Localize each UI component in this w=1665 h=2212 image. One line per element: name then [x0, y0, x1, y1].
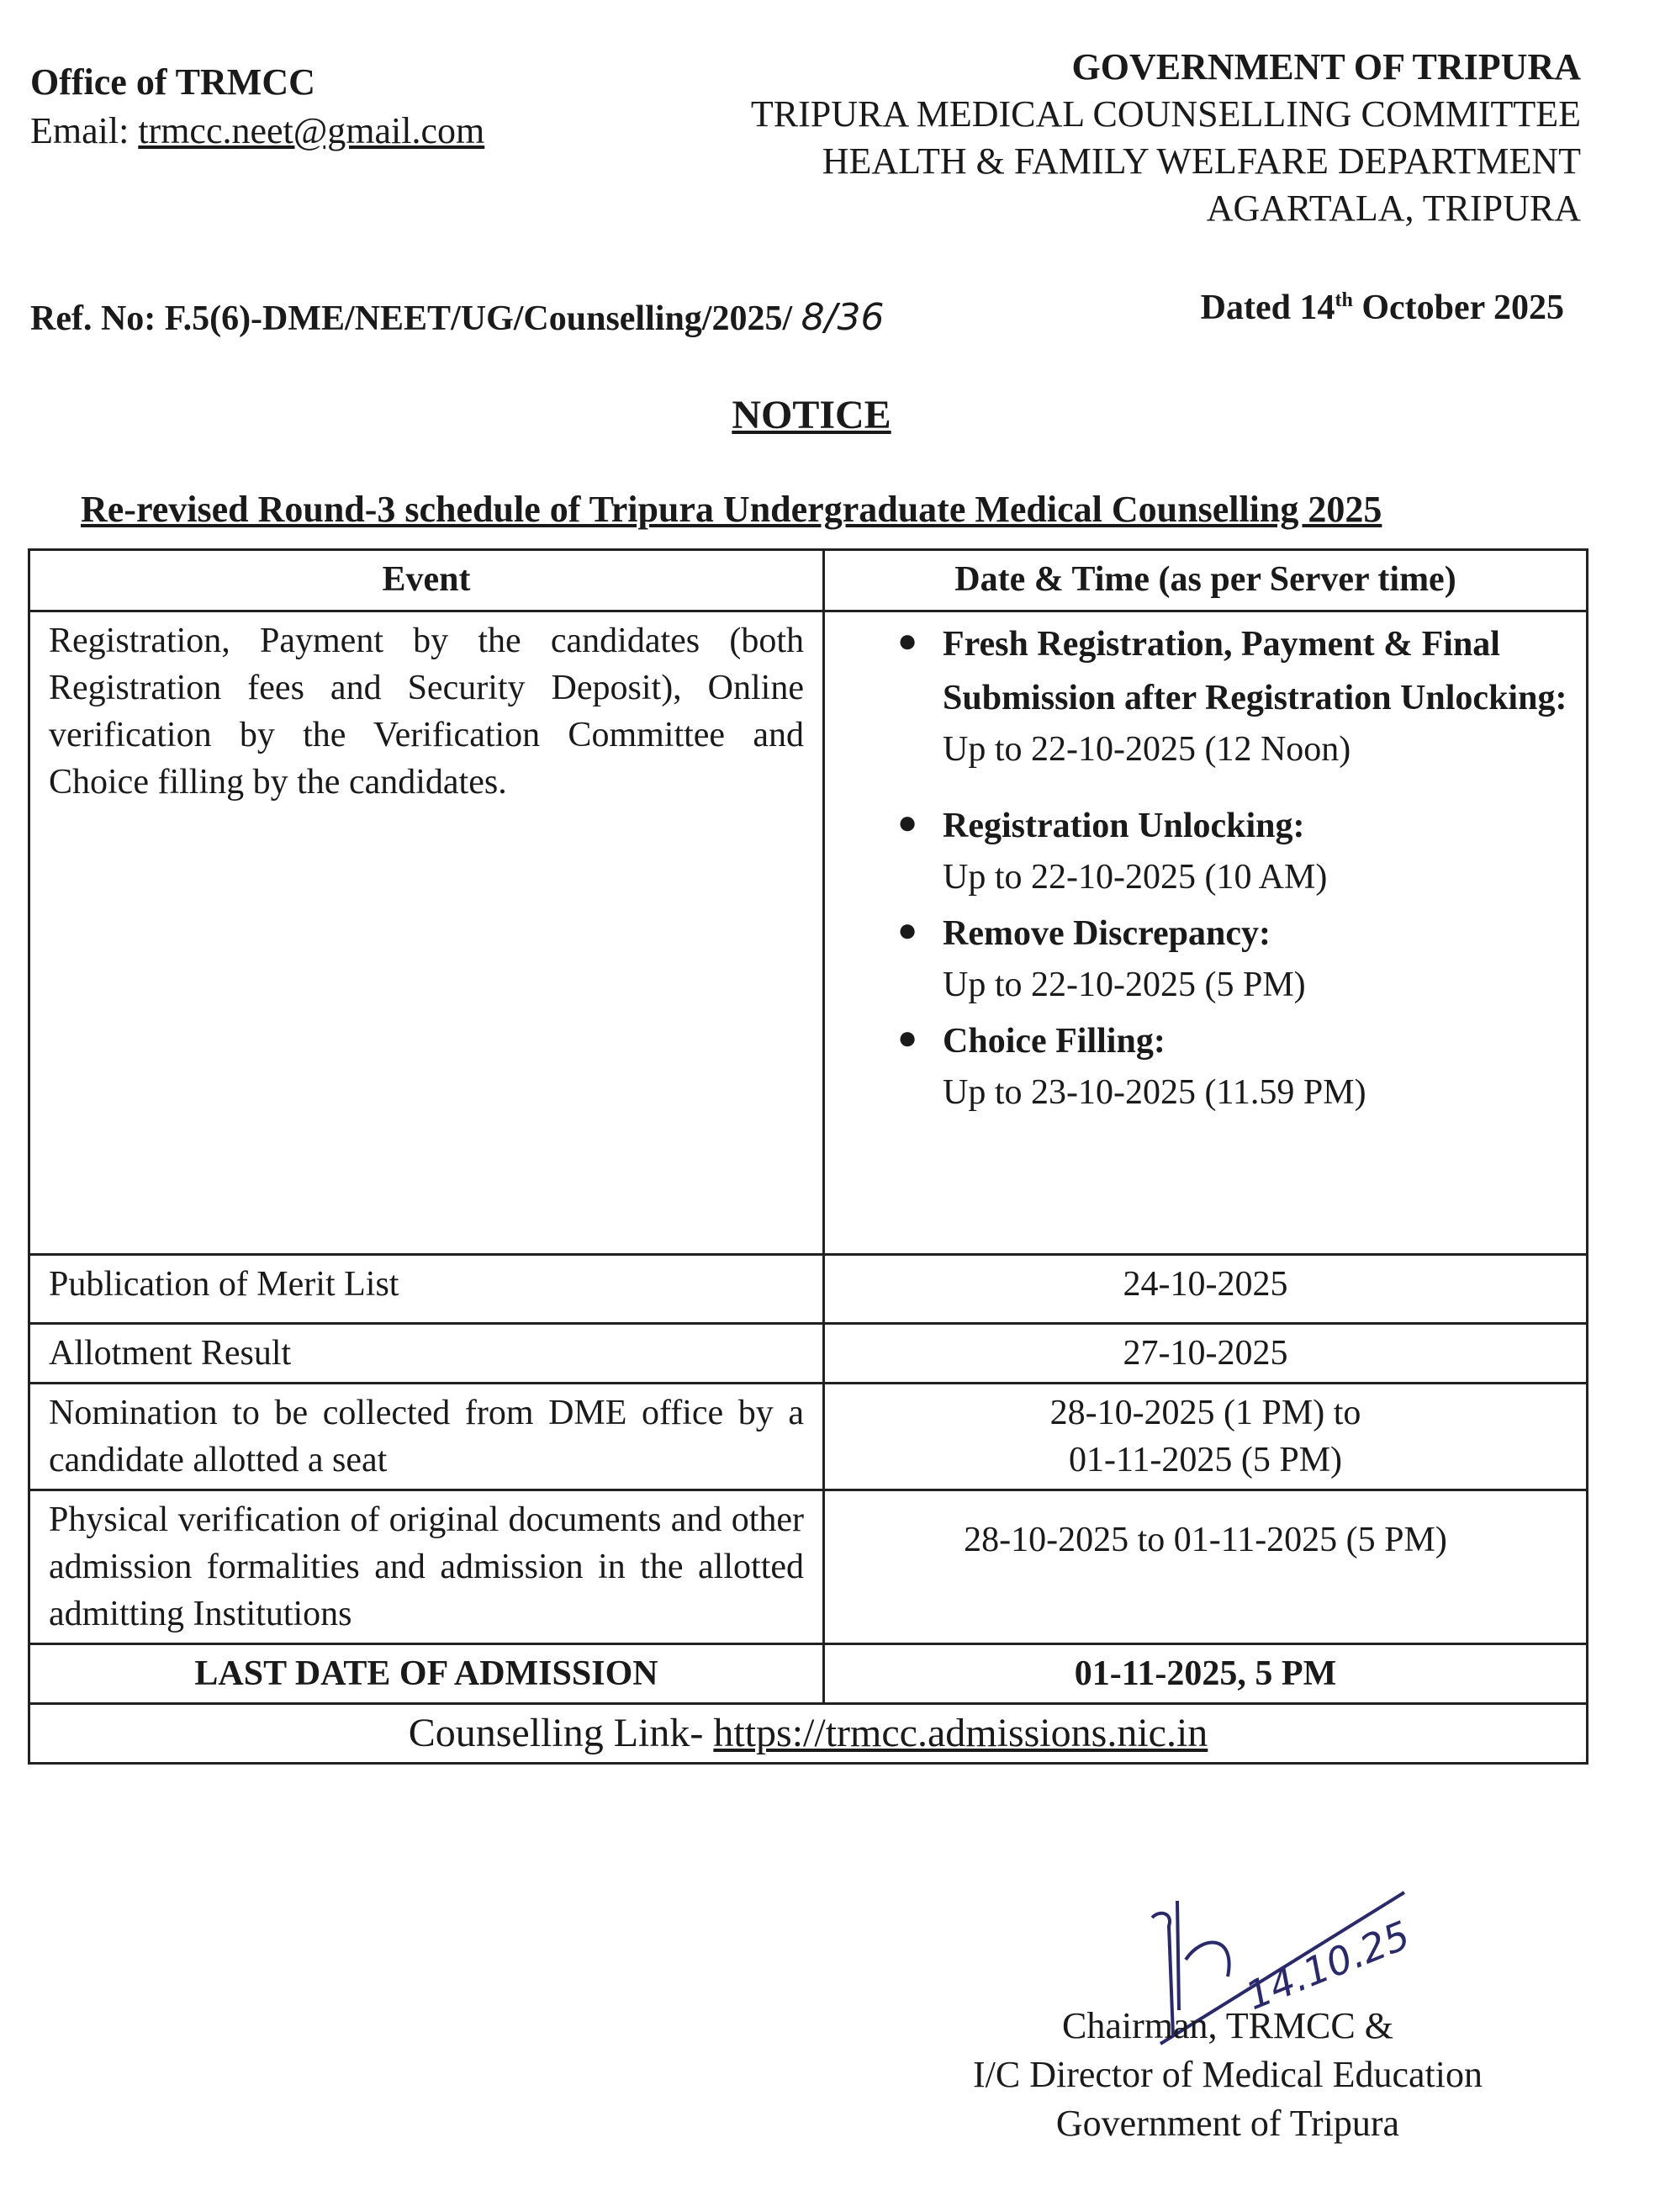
- email-label: Email:: [30, 110, 130, 151]
- signatory-line-2: I/C Director of Medical Education: [972, 2054, 1483, 2095]
- signatory-block: [908, 2002, 1547, 2148]
- date-cell: [824, 611, 1588, 1255]
- table-row: [29, 1255, 1588, 1324]
- event-cell: Publication of Merit List: [29, 1255, 824, 1324]
- counselling-link-cell: [29, 1704, 1588, 1764]
- date-cell: 24-10-2025: [824, 1255, 1588, 1324]
- item-label: Choice Filling:: [943, 1022, 1166, 1061]
- table-header-row: [29, 550, 1588, 611]
- item-value: Up to 22-10-2025 (10 AM): [943, 858, 1328, 897]
- email-line: [30, 108, 484, 155]
- bullet-icon: ●: [897, 911, 918, 949]
- list-item: [843, 799, 1567, 902]
- dated-prefix: Dated 14: [1200, 288, 1335, 327]
- last-date-row: [29, 1644, 1588, 1704]
- table-row: [29, 1324, 1588, 1384]
- gov-line-3: HEALTH & FAMILY WELFARE DEPARTMENT: [822, 140, 1581, 182]
- header-event: Event: [29, 550, 824, 611]
- signature-date: 14.10.25: [1239, 1912, 1417, 2019]
- bullet-icon: ●: [897, 803, 918, 841]
- date-line: [1201, 288, 1564, 328]
- counselling-link[interactable]: https://trmcc.admissions.nic.in: [713, 1711, 1208, 1755]
- dated-suffix: October 2025: [1352, 288, 1564, 327]
- government-header: [751, 44, 1581, 232]
- item-label: Remove Discrepancy:: [943, 914, 1271, 953]
- event-cell: Registration, Payment by the candidates (both Registration fees and Security Deposit), Online verification by the Verification Committee and Choice filling by the candidates.: [29, 611, 824, 1255]
- event-cell: Nomination to be collected from DME office by a candidate allotted a seat: [29, 1384, 824, 1490]
- list-item: [843, 617, 1567, 774]
- gov-line-1: GOVERNMENT OF TRIPURA: [1071, 46, 1581, 87]
- item-value: Up to 23-10-2025 (11.59 PM): [943, 1073, 1366, 1112]
- deadline-list: [843, 617, 1567, 1117]
- schedule-table: [28, 548, 1588, 1765]
- counselling-link-row: [29, 1704, 1588, 1764]
- signatory-line-1: Chairman, TRMCC &: [1062, 2005, 1393, 2046]
- gov-line-2: TRIPURA MEDICAL COUNSELLING COMMITTEE: [750, 93, 1581, 135]
- date-line-2: 01-11-2025 (5 PM): [1068, 1441, 1343, 1479]
- event-cell: Physical verification of original documents and other admission formalities and admission in the allotted admitting Institutions: [29, 1490, 824, 1644]
- item-value: Up to 22-10-2025 (5 PM): [943, 966, 1306, 1004]
- notice-title: NOTICE: [732, 393, 891, 437]
- notice-subtitle: Re-revised Round-3 schedule of Tripura Undergraduate Medical Counselling 2025: [81, 489, 1382, 530]
- list-item: [843, 1014, 1567, 1117]
- date-line-1: 28-10-2025 (1 PM) to: [1049, 1394, 1361, 1432]
- table-row: [29, 611, 1588, 1255]
- ref-handwritten: 8/36: [801, 296, 885, 339]
- counselling-link-label: Counselling Link-: [408, 1711, 714, 1755]
- gov-line-4: AGARTALA, TRIPURA: [1206, 188, 1581, 229]
- date-cell: 27-10-2025: [824, 1324, 1588, 1384]
- date-cell: 28-10-2025 to 01-11-2025 (5 PM): [824, 1490, 1588, 1644]
- item-label: Registration Unlocking:: [943, 807, 1305, 845]
- table-row: [29, 1490, 1588, 1644]
- reference-number: [30, 296, 884, 339]
- dated-sup: th: [1335, 289, 1353, 311]
- last-date-label: LAST DATE OF ADMISSION: [29, 1644, 824, 1704]
- office-name: Office of TRMCC: [30, 61, 315, 103]
- event-cell: Allotment Result: [29, 1324, 824, 1384]
- date-cell: [824, 1384, 1588, 1490]
- email-link[interactable]: trmcc.neet@gmail.com: [138, 110, 485, 151]
- bullet-icon: ●: [897, 1019, 918, 1056]
- item-value: Up to 22-10-2025 (12 Noon): [943, 730, 1351, 769]
- ref-text: Ref. No: F.5(6)-DME/NEET/UG/Counselling/2025/: [30, 299, 793, 338]
- bullet-icon: ●: [897, 622, 918, 659]
- item-label: Fresh Registration, Payment & Final Submission after Registration Unlocking:: [943, 625, 1567, 717]
- last-date-value: 01-11-2025, 5 PM: [824, 1644, 1588, 1704]
- list-item: [843, 907, 1567, 1009]
- header-date-time: Date & Time (as per Server time): [824, 550, 1588, 611]
- signatory-line-3: Government of Tripura: [1055, 2103, 1400, 2144]
- table-row: [29, 1384, 1588, 1490]
